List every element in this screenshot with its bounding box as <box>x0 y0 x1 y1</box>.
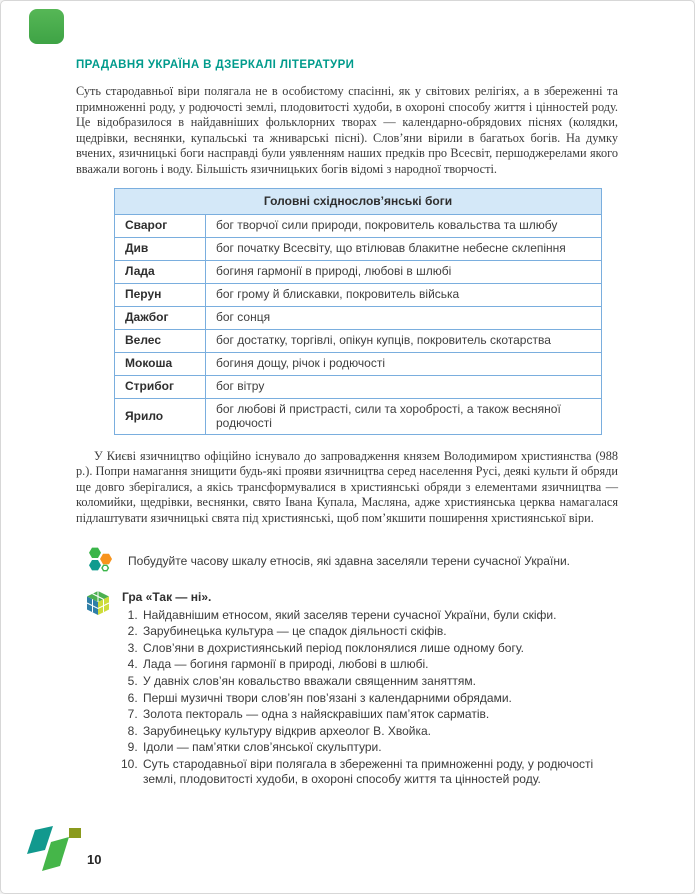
game-list <box>122 608 618 789</box>
game-item: 6. Перші музичні твори слов’ян пов’язані з календарними обрядами. <box>141 691 618 707</box>
task-text: Побудуйте часову шкалу етносів, які здавна заселяли терени сучасної України. <box>128 553 570 568</box>
game-item: 1. Найдавнішим етносом, який заселяв терени сучасної України, були скіфи. <box>141 608 618 624</box>
game-item: 4. Лада — богиня гармонії в природі, любові в шлюбі. <box>141 657 618 673</box>
after-table-paragraph: У Києві язичництво офіційно існувало до запровадження князем Володимиром християнства (988 р.). Попри намагання знищити будь-які прояви язичництва серед населення Русі, деякі культи й обряди ще довго зберігалися, а якісь трансформувалися в християнські обряди з елементами язичництва — коломийки, щедрівки, веснянки, свято Івана Купала, Масляна, адже християнська церква намагалася підлаштувати язичницькі свята під християнські, щоб пом’якшити поширення християнської віри. <box>76 448 618 525</box>
chapter-marker-icon <box>29 9 64 44</box>
god-desc: бог любові й пристрасті, сили та хоробрості, а також весняної родючості <box>206 398 602 434</box>
game-item: 9. Ідоли — пам’ятки слов’янської скульптури. <box>141 740 618 756</box>
gods-table <box>114 188 602 435</box>
game-title: Гра «Так — ні». <box>122 589 212 604</box>
task-hexagons-icon <box>85 545 115 578</box>
table-row <box>115 375 602 398</box>
god-desc: бог достатку, торгівлі, опікун купців, покровитель скотарства <box>206 329 602 352</box>
god-name: Велес <box>115 329 206 352</box>
game-item: 8. Зарубинецьку культуру відкрив археолог В. Хвойка. <box>141 724 618 740</box>
god-name: Сварог <box>115 214 206 237</box>
table-row <box>115 306 602 329</box>
game-item: 5. У давніх слов’ян ковальство вважали священним заняттям. <box>141 674 618 690</box>
game-block <box>76 590 618 789</box>
table-row <box>115 214 602 237</box>
table-row <box>115 398 602 434</box>
god-desc: бог вітру <box>206 375 602 398</box>
page-content <box>1 1 694 788</box>
task-block <box>85 545 618 578</box>
section-heading: ПРАДАВНЯ УКРАЇНА В ДЗЕРКАЛІ ЛІТЕРАТУРИ <box>76 59 355 71</box>
game-item: 10. Суть стародавньої віри полягала в збереженні та примноженні роду, у родючості землі, плодовитості худоби, в охороні способу життя та цінностей роду. <box>141 757 618 788</box>
god-desc: бог сонця <box>206 306 602 329</box>
god-name: Стрибог <box>115 375 206 398</box>
god-name: Мокоша <box>115 352 206 375</box>
table-row <box>115 237 602 260</box>
game-item: 2. Зарубинецька культура — це спадок діяльності скіфів. <box>141 624 618 640</box>
table-title-row <box>115 188 602 214</box>
page-number: 10 <box>87 852 102 867</box>
table-row <box>115 283 602 306</box>
god-desc: бог грому й блискавки, покровитель війська <box>206 283 602 306</box>
table-row <box>115 260 602 283</box>
god-name: Ярило <box>115 398 206 434</box>
god-desc: богиня гармонії в природі, любові в шлюбі <box>206 260 602 283</box>
god-desc: бог початку Всесвіту, що втілював блакитне небесне склепіння <box>206 237 602 260</box>
game-cube-icon <box>85 590 111 623</box>
god-name: Перун <box>115 283 206 306</box>
intro-paragraph: Суть стародавньої віри полягала не в особистому спасінні, як у світових релігіях, а в збереженні та примноженні роду, у родючості землі, плодовитості худоби, в охороні способу життя і цінностей роду. Це відобразилося в найдавніших фольклорних творах — календарно-обрядових піснях (колядки, щедрівки, веснянки, купальські та жниварські пісні). Слов’яни вірили в багатьох богів. На думку вчених, язичницькі боги насправді були уявленням наших предків про Всесвіт, першоджерелами якого вважали вогонь і воду. Більшість язичницьких богів відомі з народної творчості. <box>76 84 618 176</box>
table-title: Головні східнослов’янські боги <box>115 188 602 214</box>
footer-ornament <box>27 826 83 883</box>
god-desc: бог творчої сили природи, покровитель ковальства та шлюбу <box>206 214 602 237</box>
god-desc: богиня дощу, річок і родючості <box>206 352 602 375</box>
god-name: Дажбог <box>115 306 206 329</box>
table-row <box>115 329 602 352</box>
game-item: 7. Золота пектораль — одна з найяскравіших пам’яток сарматів. <box>141 707 618 723</box>
page-footer <box>1 823 694 893</box>
game-item: 3. Слов’яни в дохристиянський період поклонялися лише одному богу. <box>141 641 618 657</box>
table-row <box>115 352 602 375</box>
god-name: Лада <box>115 260 206 283</box>
god-name: Див <box>115 237 206 260</box>
